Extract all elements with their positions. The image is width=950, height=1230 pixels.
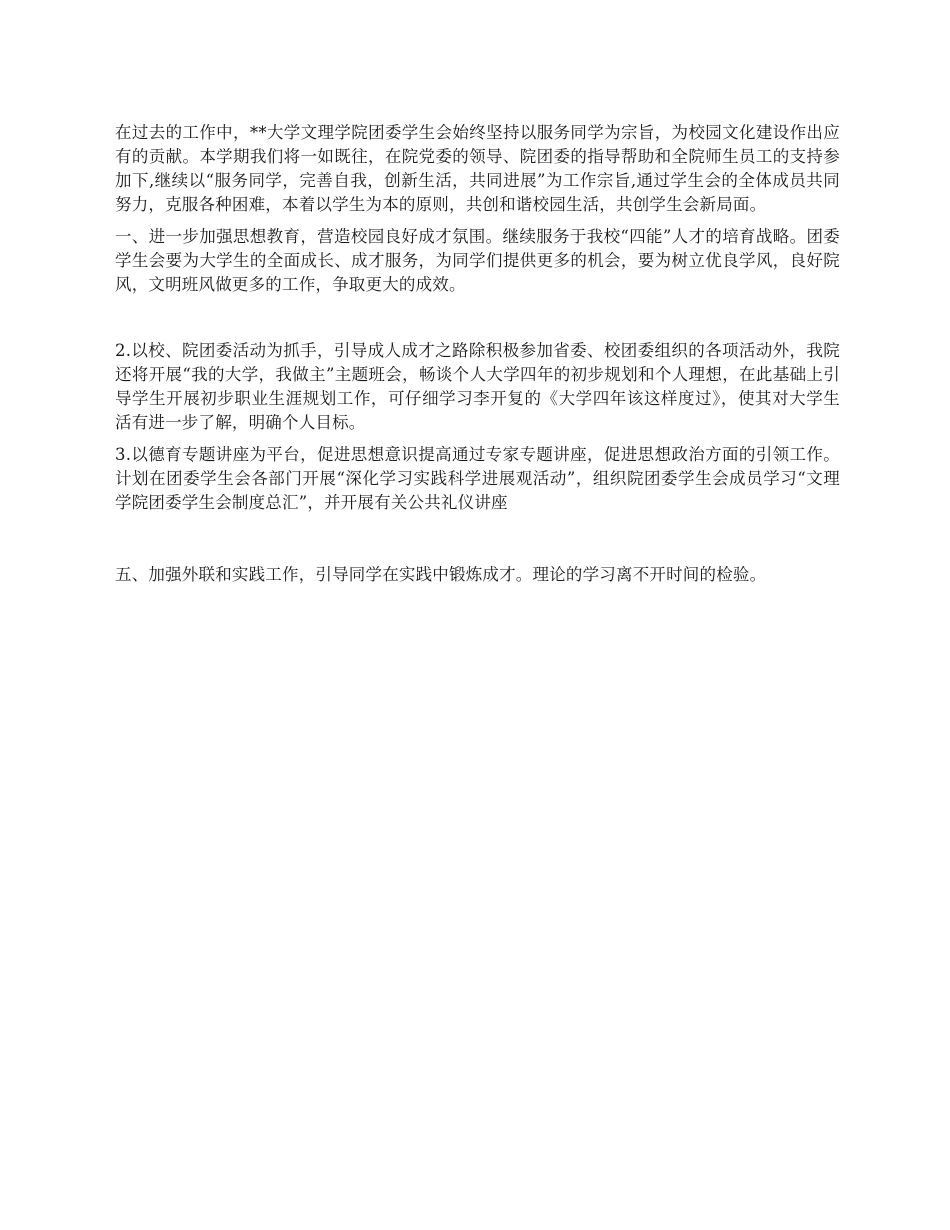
paragraph-item-2: 2.以校、院团委活动为抓手，引导成人成才之路除积极参加省委、校团委组织的各项活动外，我院还将开展“我的大学，我做主”主题班会，畅谈个人大学四年的初步规划和个人理想，在此基础上引导学生开展初步职业生涯规划工作，可仔细学习李开复的《大学四年该这样度过》，使其对大学生活有进一步了解，明确个人目标。 (115, 341, 840, 432)
paragraph-item-3: 3.以德育专题讲座为平台，促进思想意识提高通过专家专题讲座，促进思想政治方面的引领工作。计划在团委学生会各部门开展“深化学习实践科学进展观活动”，组织院团委学生会成员学习“文理学院团委学生会制度总汇”，并开展有关公共礼仪讲座 (115, 445, 840, 512)
paragraph-intro: 在过去的工作中，**大学文理学院团委学生会始终坚持以服务同学为宗旨，为校园文化建设作出应有的贡献。本学期我们将一如既往，在院党委的领导、院团委的指导帮助和全院师生员工的支持参加下,继续以“服务同学，完善自我，创新生活，共同进展”为工作宗旨,通过学生会的全体成员共同努力，克服各种困难，本着以学生为本的原则，共创和谐校园生活，共创学生会新局面。 (115, 123, 840, 214)
document-page (115, 121, 840, 595)
paragraph-section-1: 一、进一步加强思想教育，营造校园良好成才氛围。继续服务于我校“四能”人才的培育战略。团委学生会要为大学生的全面成长、成才服务，为同学们提供更多的机会，要为树立优良学风，良好院风，文明班风做更多的工作，争取更大的成效。 (115, 227, 840, 294)
paragraph-section-5: 五、加强外联和实践工作，引导同学在实践中锻炼成才。理论的学习离不开时间的检验。 (115, 565, 767, 584)
